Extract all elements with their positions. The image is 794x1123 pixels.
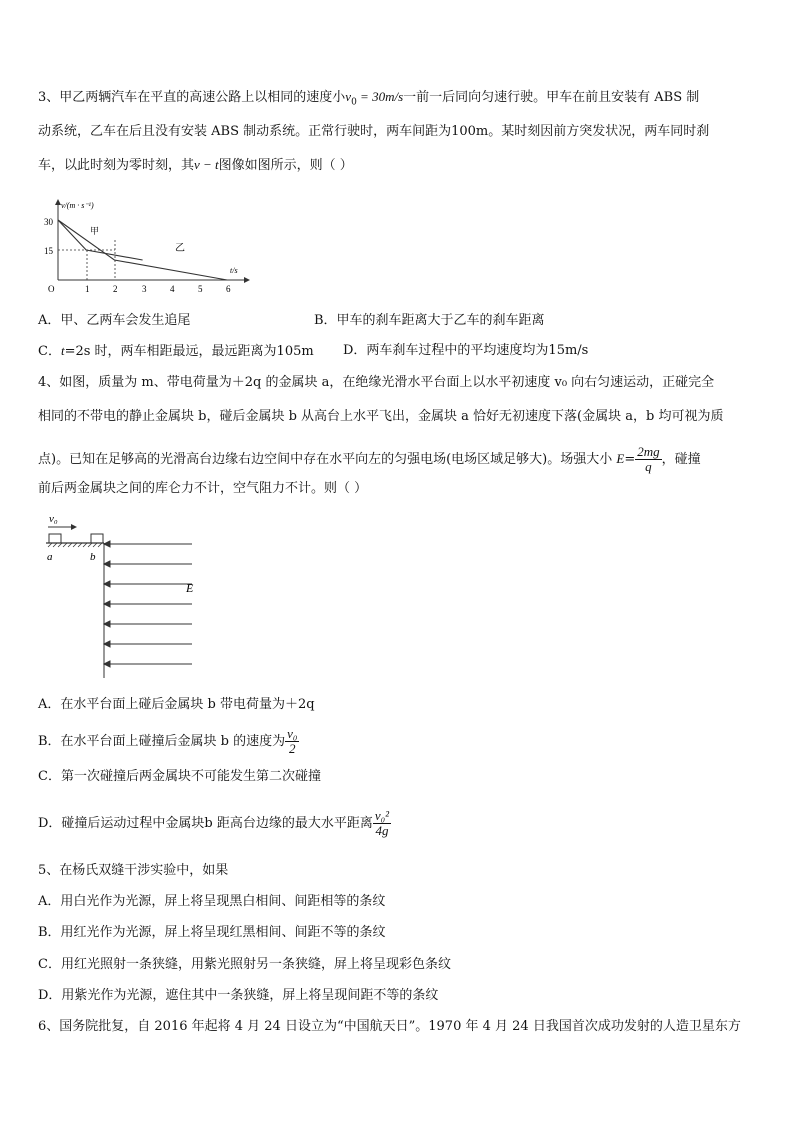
q4-option-c: C．第一次碰撞后两金属块不可能发生第二次碰撞 [38,769,321,784]
graph-ytick-30: 30 [44,217,53,227]
q4-line-3-tail: ，碰撞 [661,452,701,467]
diagram-block-a [49,534,61,543]
graph-label-jia: 甲 [90,226,100,236]
graph-xtick-4: 4 [170,284,175,294]
graph-xtick-3: 3 [142,284,147,294]
graph-ylabel: v/(m · s⁻¹) [61,201,94,210]
q4-diagram [40,508,200,684]
q4-frac-num: 2mg [637,444,660,459]
q4-option-d [38,806,391,842]
graph-xtick-6: 6 [226,284,231,294]
q5-option-c: C．用红光照射一条狭缝，用紫光照射另一条狭缝，屏上将呈现彩色条纹 [38,957,451,972]
q4-line-1: 4、如图，质量为 m、带电荷量为＋2q 的金属块 a，在绝缘光滑水平台面上以水平初速度 v₀ 向右匀速运动，正碰完全 [38,375,715,390]
q5-option-a: A．用白光作为光源，屏上将呈现黑白相间、间距相等的条纹 [38,894,386,909]
q3-line-3-text-b: 图像如图所示，则（ ） [218,158,353,173]
q3-option-c-text: =2s 时，两车相距最远，最远距离为105m [64,344,314,359]
q3-v0-subscript: 0 [351,97,357,108]
q3-line-2: 动系统，乙车在后且没有安装 ABS 制动系统。正常行驶时，两车间距为100m。某时刻因前方突发状况，两车同时刹 [38,124,710,139]
q4-E-symbol: E [616,451,625,466]
diagram-field-lines [104,541,192,667]
q4-option-b [38,724,299,760]
q4-option-b-text: B．在水平台面上碰撞后金属块 b 的速度为 [38,734,286,749]
diagram-block-b [91,534,103,543]
q4-frac-den: q [645,459,652,474]
graph-x-arrow-icon [244,277,250,283]
q5-option-d: D．用紫光作为光源，遮住其中一条狭缝，屏上将呈现间距不等的条纹 [38,988,439,1003]
graph-xtick-origin: O [48,284,55,294]
q3-vt-symbol: v − t [194,157,219,172]
q3-line-3 [38,157,353,174]
q4-option-d-fraction [373,809,391,838]
q4-line-2: 相同的不带电的静止金属块 b，碰后金属块 b 从高台上水平飞出，金属块 a 恰好无初速度下落(金属块 a，b 均可视为质 [38,409,724,424]
q3-option-c [38,343,314,360]
q3-line-1-text-a: 3、甲乙两辆汽车在平直的高速公路上以相同的速度小 [38,90,346,105]
q4-line-4: 前后两金属块之间的库仑力不计，空气阻力不计。则（ ） [38,481,368,496]
q4-field-fraction [635,445,661,474]
q4-option-a: A．在水平台面上碰后金属块 b 带电荷量为＋2q [38,697,315,712]
diagram-label-E: E [186,581,194,595]
q5-stem: 5、在杨氏双缝干涉实验中，如果 [38,863,229,878]
graph-ytick-15: 15 [44,246,53,256]
graph-xtick-1: 1 [85,284,90,294]
q3-line-1 [38,89,699,111]
diagram-v0-label: v₀ [49,513,58,525]
q3-option-a: A．甲、乙两车会发生追尾 [38,313,191,328]
q4-option-b-den: 2 [289,741,296,756]
q4-option-b-num: v₀ [287,726,298,741]
q4-line-3 [38,441,701,478]
graph-xlabel: t/s [230,266,238,275]
q3-option-c-prefix: C． [38,344,61,359]
q3-v0-value: = 30m/s [356,89,404,104]
graph-label-yi: 乙 [175,243,185,254]
graph-series-jia [58,220,143,260]
q4-line-3-text: 点)。已知在足够高的光滑高台边缘右边空间中存在水平向左的匀强电场(电场区域足够大)。场强大小 [38,452,617,467]
q6-stem: 6、国务院批复，自 2016 年起将 4 月 24 日设立为“中国航天日”。1970 年 4 月 24 日我国首次成功发射的人造卫星东方 [38,1019,741,1034]
q5-option-b: B．用红光作为光源，屏上将呈现红黑相间、间距不等的条纹 [38,925,386,940]
q3-line-3-text-a: 车，以此时刻为零时刻，其 [38,158,195,173]
q3-vt-graph [30,196,250,296]
diagram-label-a: a [47,551,53,563]
diagram-label-b: b [90,551,96,563]
q4-equals: = [624,452,636,467]
q3-line-1-text-b: 一前一后同向匀速行驶。甲车在前且安装有 ABS 制 [403,90,700,105]
q4-option-d-text: D．碰撞后运动过程中金属块b 距高台边缘的最大水平距离 [38,816,373,831]
diagram-v0-arrowhead-icon [71,524,77,530]
q4-option-b-fraction [285,727,299,756]
graph-xtick-2: 2 [113,284,118,294]
q3-option-b: B．甲车的刹车距离大于乙车的刹车距离 [314,313,545,328]
q4-option-d-den: 4g [375,823,389,838]
q4-option-d-num: v₀² [374,808,390,823]
q3-v0-symbol: v [345,89,352,104]
q3-option-d: D．两车刹车过程中的平均速度均为15m/s [343,343,589,358]
q3-option-c-t: t [60,343,65,358]
graph-xtick-5: 5 [198,284,203,294]
